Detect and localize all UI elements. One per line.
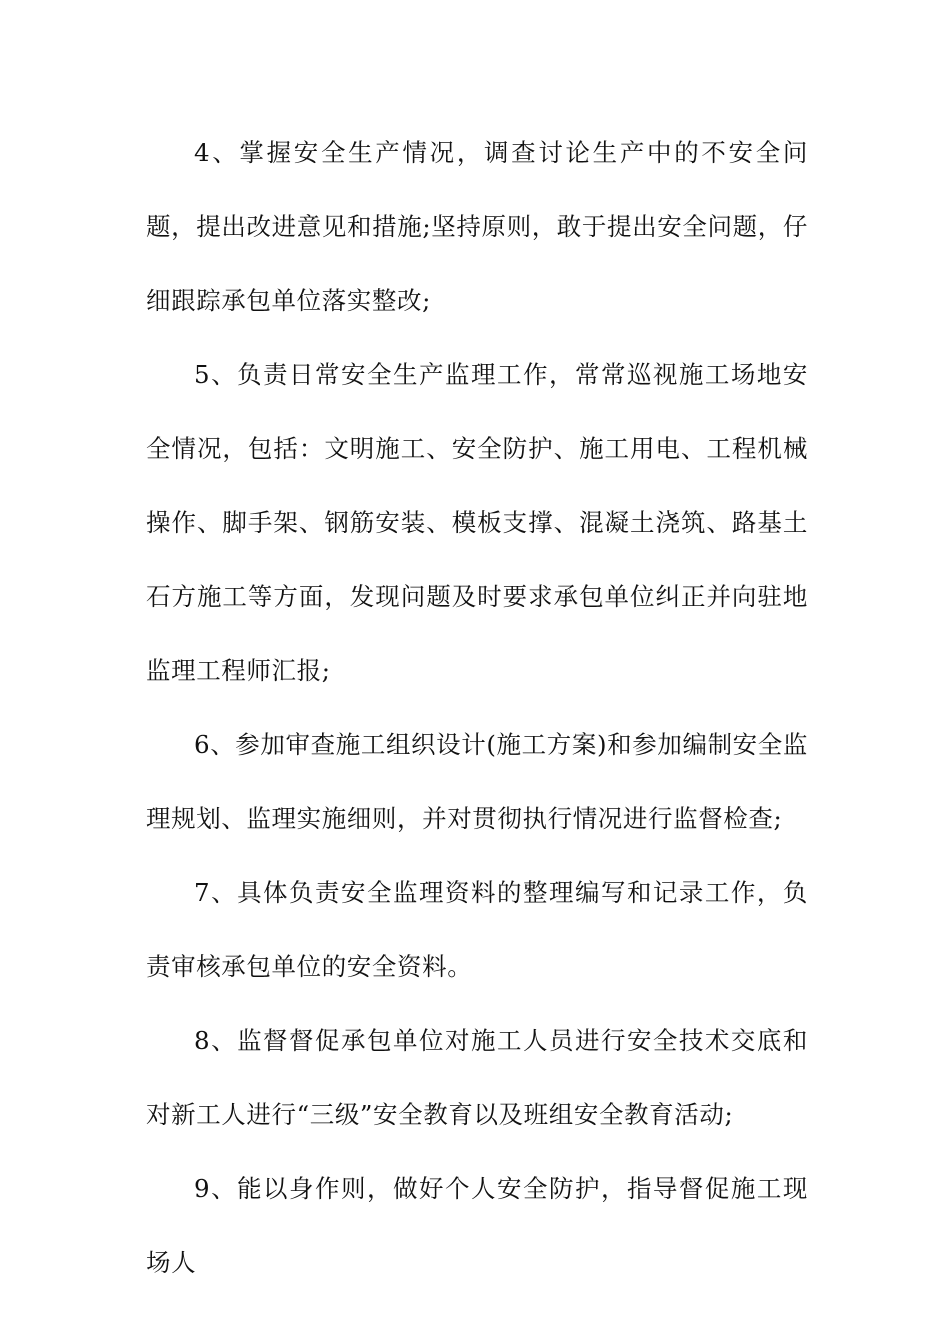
paragraph-item-7: 7、具体负责安全监理资料的整理编写和记录工作，负责审核承包单位的安全资料。 [146, 878, 808, 981]
paragraph-item-5: 5、负责日常安全生产监理工作，常常巡视施工场地安全情况，包括：文明施工、安全防护、施工用电、工程机械操作、脚手架、钢筋安装、模板支撑、混凝土浇筑、路基土石方施工等方面，发现问题及时要求承包单位纠正并向驻地监理工程师汇报; [146, 360, 808, 685]
paragraph-item-6: 6、参加审查施工组织设计(施工方案)和参加编制安全监理规划、监理实施细则，并对贯彻执行情况进行监督检查; [146, 730, 808, 833]
paragraph-item-8: 8、监督督促承包单位对施工人员进行安全技术交底和对新工人进行“三级”安全教育以及班组安全教育活动; [146, 1026, 808, 1129]
paragraph-item-9: 9、能以身作则，做好个人安全防护，指导督促施工现场人 [146, 1174, 808, 1277]
paragraph-item-4: 4、掌握安全生产情况，调查讨论生产中的不安全问题，提出改进意见和措施;坚持原则，敢于提出安全问题，仔细跟踪承包单位落实整改; [146, 138, 808, 315]
document-body [146, 116, 808, 1300]
